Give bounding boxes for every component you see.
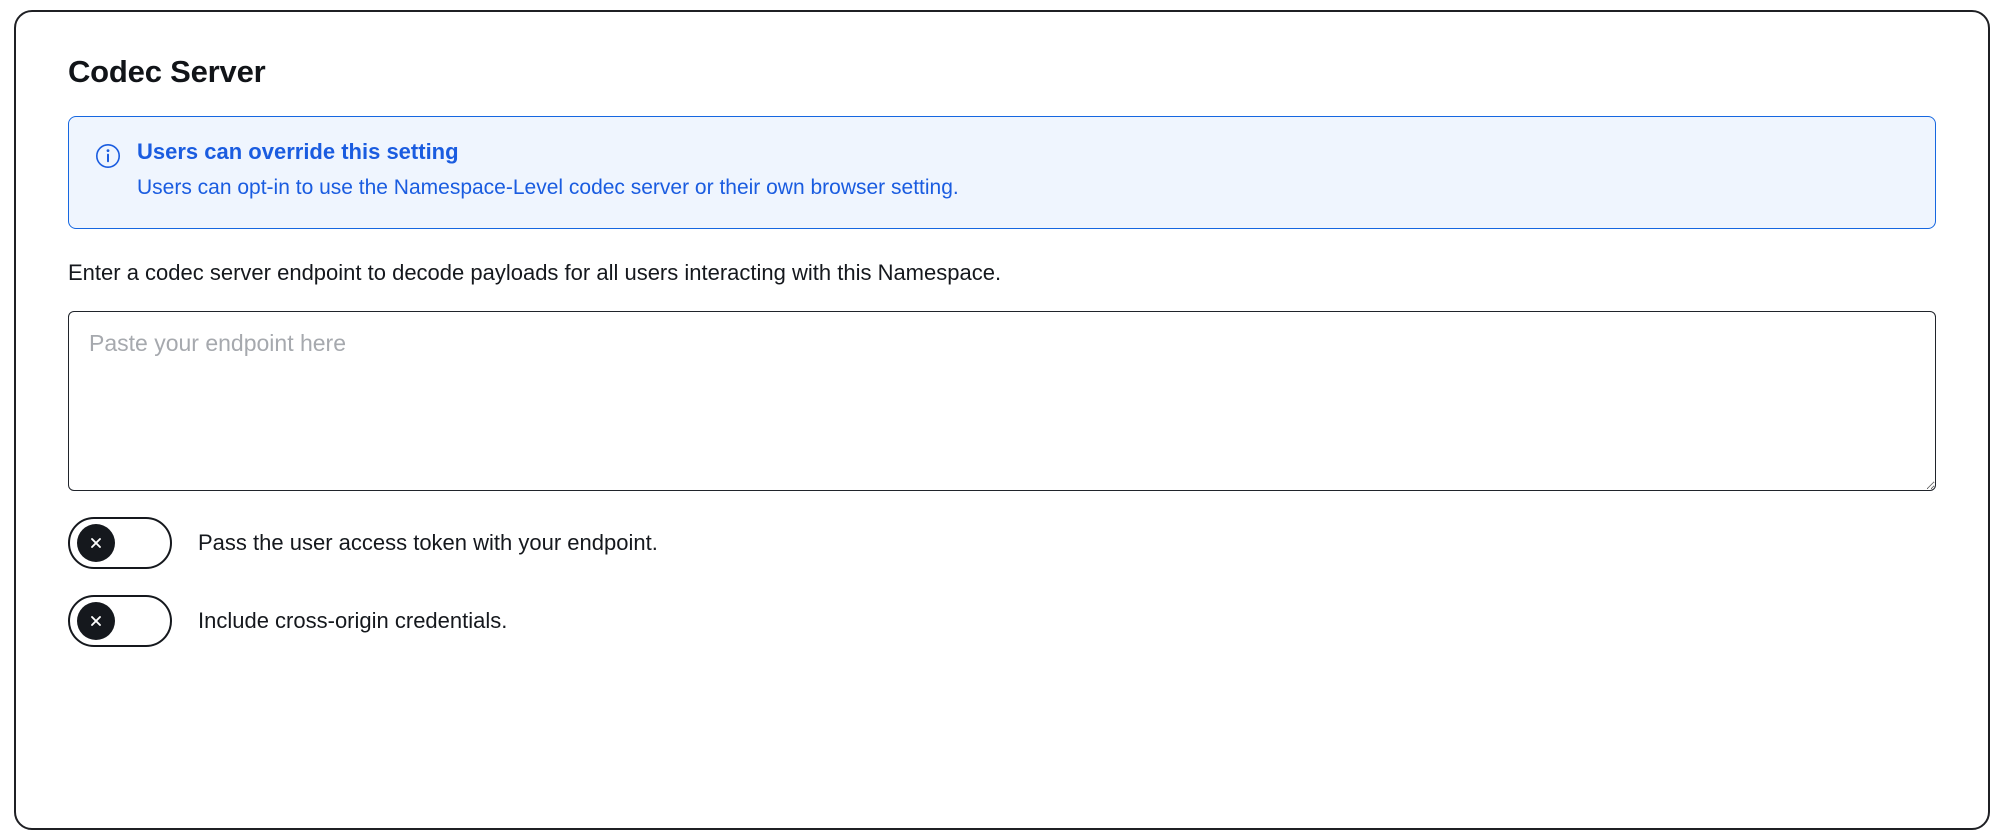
info-circle-icon: [95, 143, 121, 169]
include-cross-origin-credentials-label: Include cross-origin credentials.: [198, 608, 508, 634]
callout-heading: Users can override this setting: [137, 139, 459, 164]
x-icon: [86, 611, 106, 631]
pass-access-token-label: Pass the user access token with your endpoint.: [198, 530, 658, 556]
toggle-row-cross-origin: [68, 595, 1936, 647]
codec-server-card: [14, 10, 1990, 830]
x-icon: [86, 533, 106, 553]
toggle-row-access-token: [68, 517, 1936, 569]
page-title: Codec Server: [68, 54, 266, 89]
endpoint-description: Enter a codec server endpoint to decode payloads for all users interacting with this Namespace.: [68, 259, 1002, 285]
codec-endpoint-input[interactable]: [68, 311, 1936, 491]
override-notice-callout: [68, 116, 1936, 229]
include-cross-origin-credentials-toggle[interactable]: [68, 595, 172, 647]
callout-body: Users can opt-in to use the Namespace-Level codec server or their own browser setting.: [137, 176, 959, 200]
toggle-knob: [77, 524, 115, 562]
toggle-knob: [77, 602, 115, 640]
pass-access-token-toggle[interactable]: [68, 517, 172, 569]
